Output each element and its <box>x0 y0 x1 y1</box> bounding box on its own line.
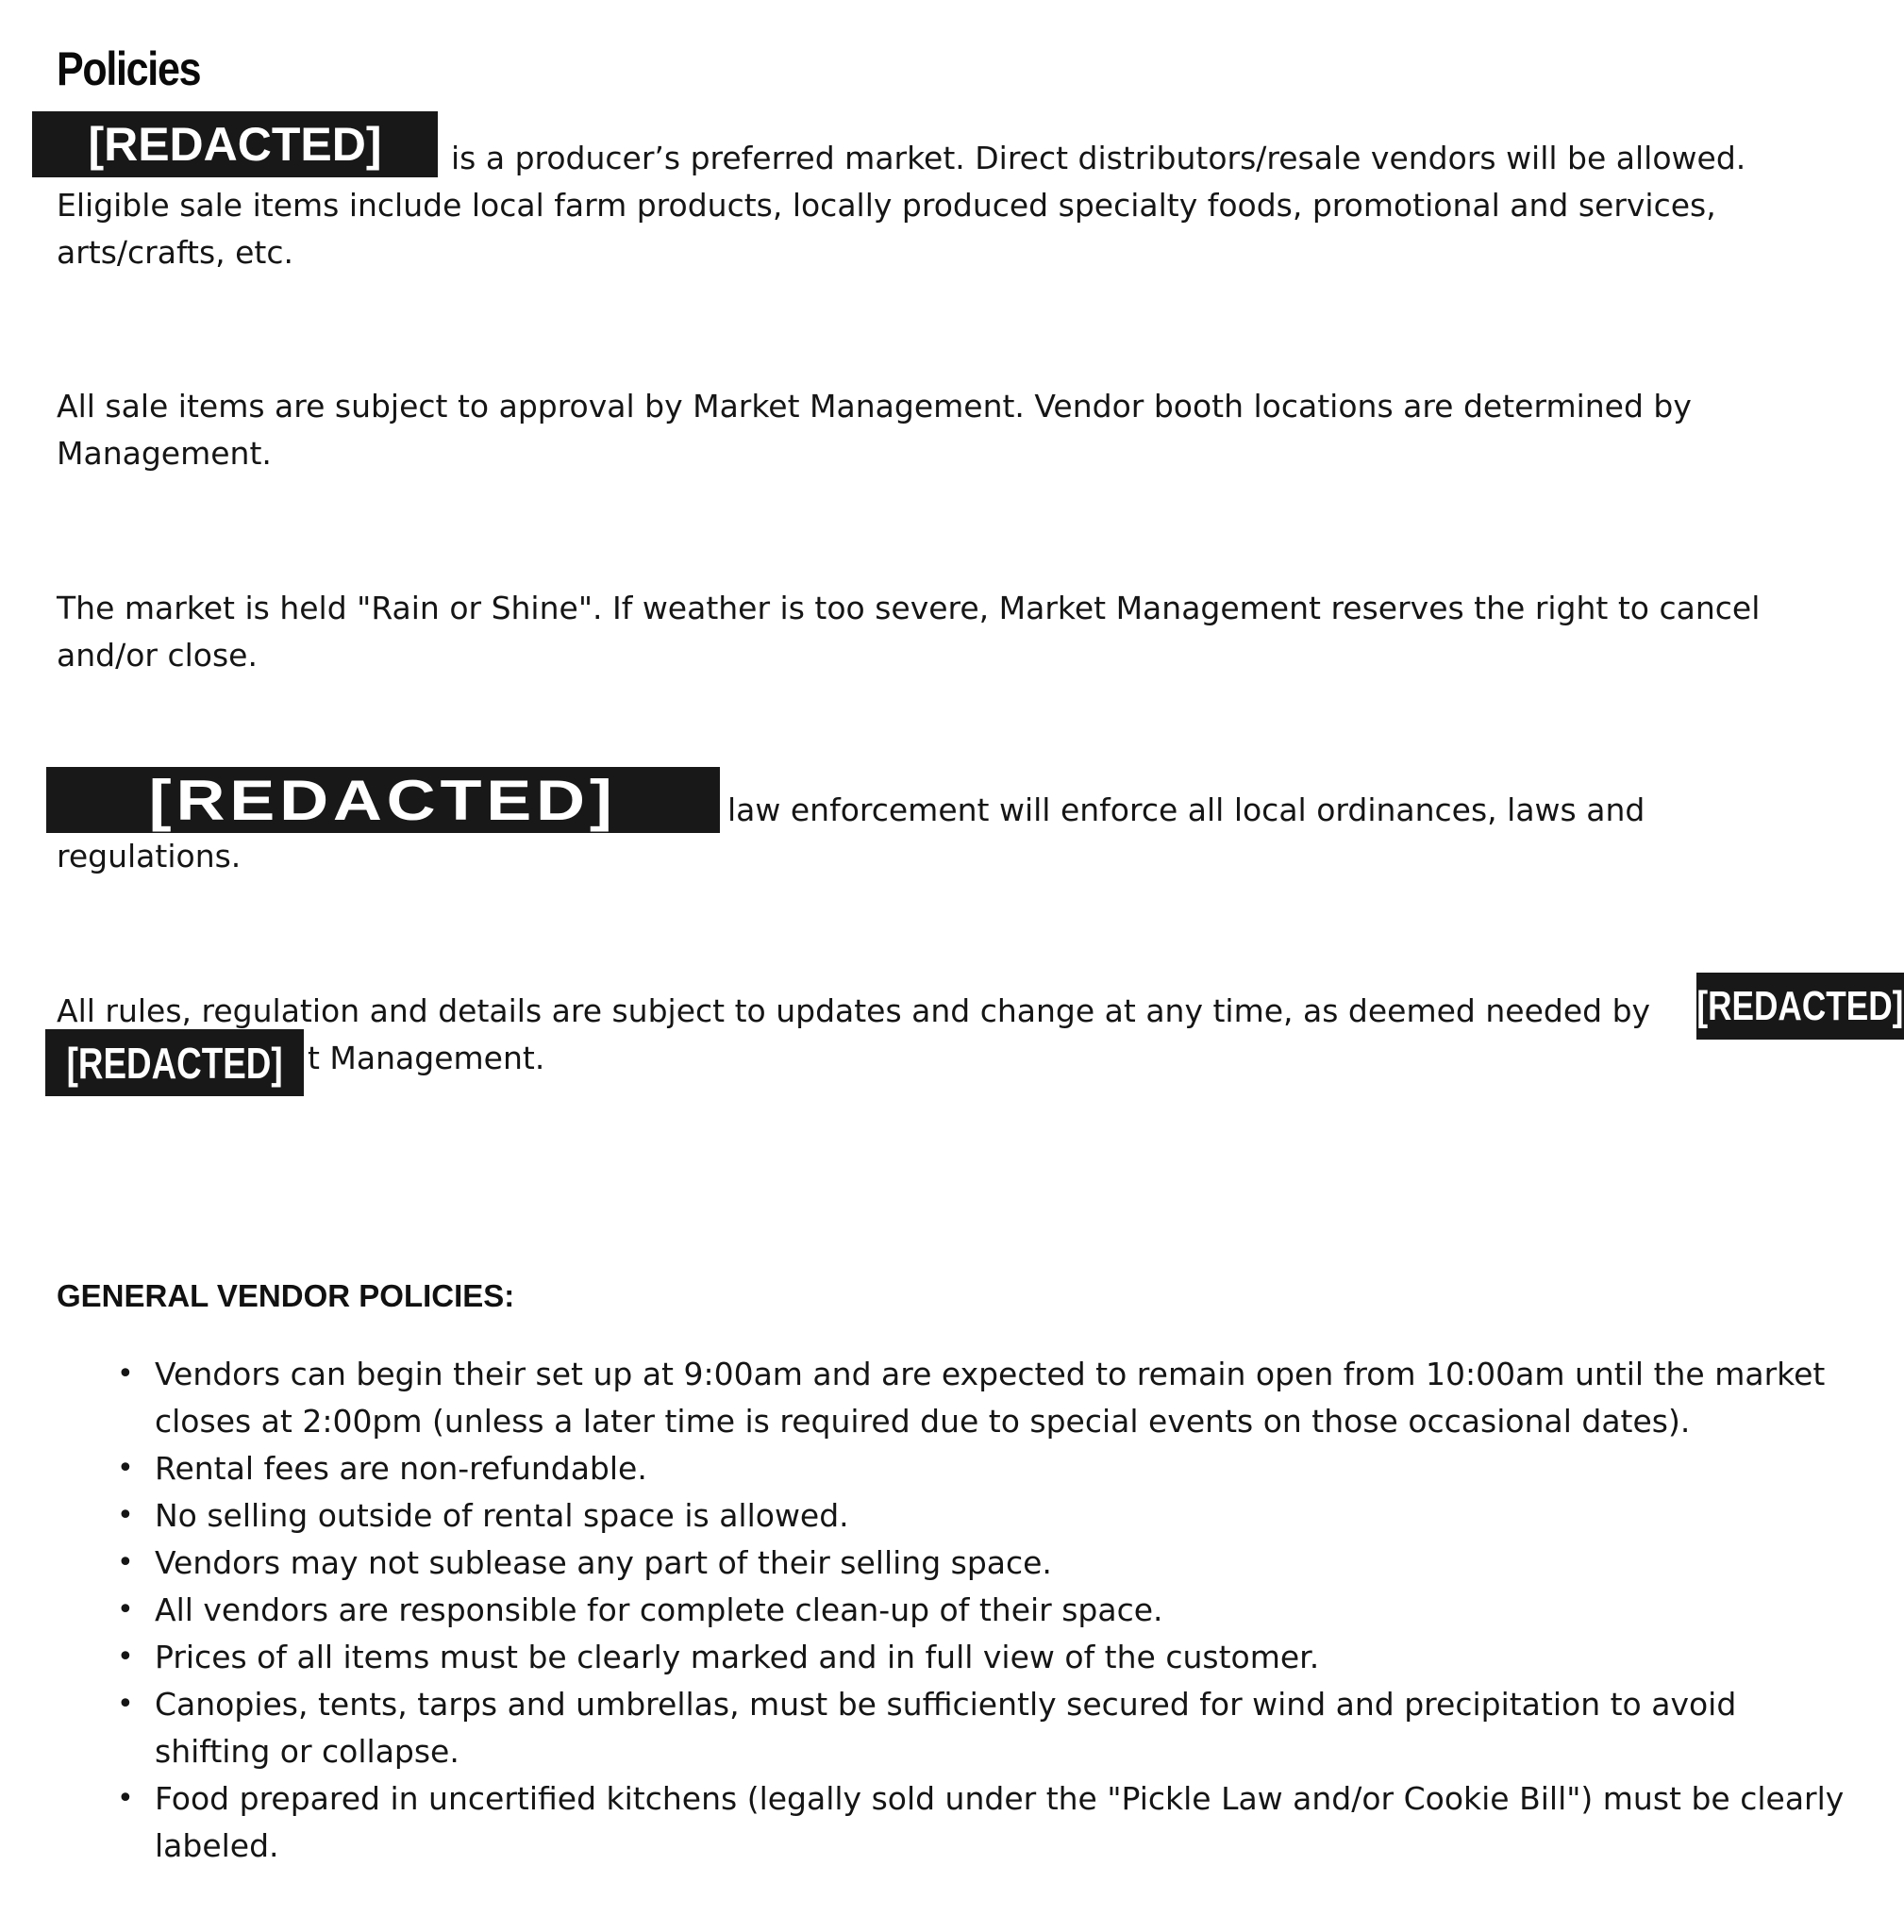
list-item-text: Vendors may not sublease any part of their selling space. <box>155 1544 1052 1581</box>
list-item-text: Prices of all items must be clearly marked and in full view of the customer. <box>155 1639 1320 1675</box>
paragraph-2: All sale items are subject to approval by Market Management. Vendor booth locations are determined by Management. <box>57 388 1692 472</box>
bullet-icon: • <box>117 1593 134 1626</box>
list-item-text: Vendors can begin their set up at 9:00am and are expected to remain open from 10:00am until the market closes at 2:00pm (unless a later time is required due to special events on those occasional dates). <box>155 1356 1826 1440</box>
paragraph-5-line-1: All rules, regulation and details are subject to updates and change at any time, as deemed needed by <box>57 992 1651 1029</box>
redaction-label-4: [REDACTED] <box>66 1038 283 1088</box>
redaction-label-1: [REDACTED] <box>88 118 382 171</box>
list-item <box>57 1492 1849 1540</box>
paragraph-3: The market is held "Rain or Shine". If weather is too severe, Market Management reserves the right to cancel and/or close. <box>57 590 1761 674</box>
page-title: Policies <box>57 42 201 95</box>
bullet-icon: • <box>117 1546 134 1579</box>
list-item <box>57 1351 1849 1445</box>
redaction-block-3 <box>1696 973 1904 1040</box>
list-item-text: No selling outside of rental space is allowed. <box>155 1497 849 1534</box>
paragraph-1-line-1: is a producer’s preferred market. Direct distributors/resale vendors will be allowed. <box>451 140 1746 176</box>
list-item <box>57 1681 1849 1775</box>
bullet-icon: • <box>117 1688 134 1721</box>
list-item <box>57 1634 1849 1681</box>
bullet-icon: • <box>117 1499 134 1532</box>
general-vendor-policies-list <box>57 1351 1849 1870</box>
paragraph-4-line-2: regulations. <box>57 838 242 874</box>
bullet-icon: • <box>117 1782 134 1815</box>
paragraph-4-line-1: law enforcement will enforce all local ordinances, laws and <box>727 791 1645 828</box>
bullet-icon: • <box>117 1452 134 1485</box>
list-item-text: All vendors are responsible for complete clean-up of their space. <box>155 1591 1163 1628</box>
bullet-icon: • <box>117 1357 134 1391</box>
list-item <box>57 1587 1849 1634</box>
redaction-block-4 <box>45 1029 304 1096</box>
general-vendor-policies-heading: GENERAL VENDOR POLICIES: <box>57 1278 515 1313</box>
list-item-text: Canopies, tents, tarps and umbrellas, must be sufficiently secured for wind and precipitation to avoid shifting or collapse. <box>155 1686 1737 1770</box>
list-item <box>57 1445 1849 1492</box>
list-item-text: Food prepared in uncertified kitchens (legally sold under the "Pickle Law and/or Cookie Bill") must be clearly labeled. <box>155 1780 1845 1864</box>
redaction-block-2 <box>46 767 720 833</box>
bullet-icon: • <box>117 1641 134 1674</box>
redaction-block-1 <box>32 111 438 177</box>
list-item <box>57 1775 1849 1870</box>
redaction-label-3: [REDACTED] <box>1696 982 1904 1029</box>
paragraph-1-continued: Eligible sale items include local farm products, locally produced specialty foods, promotional and services, arts/crafts, etc. <box>57 187 1716 271</box>
paragraph-5-line-2: t Management. <box>308 1040 545 1076</box>
list-item <box>57 1540 1849 1587</box>
redaction-label-2: [REDACTED] <box>149 768 617 832</box>
list-item-text: Rental fees are non-refundable. <box>155 1450 647 1487</box>
